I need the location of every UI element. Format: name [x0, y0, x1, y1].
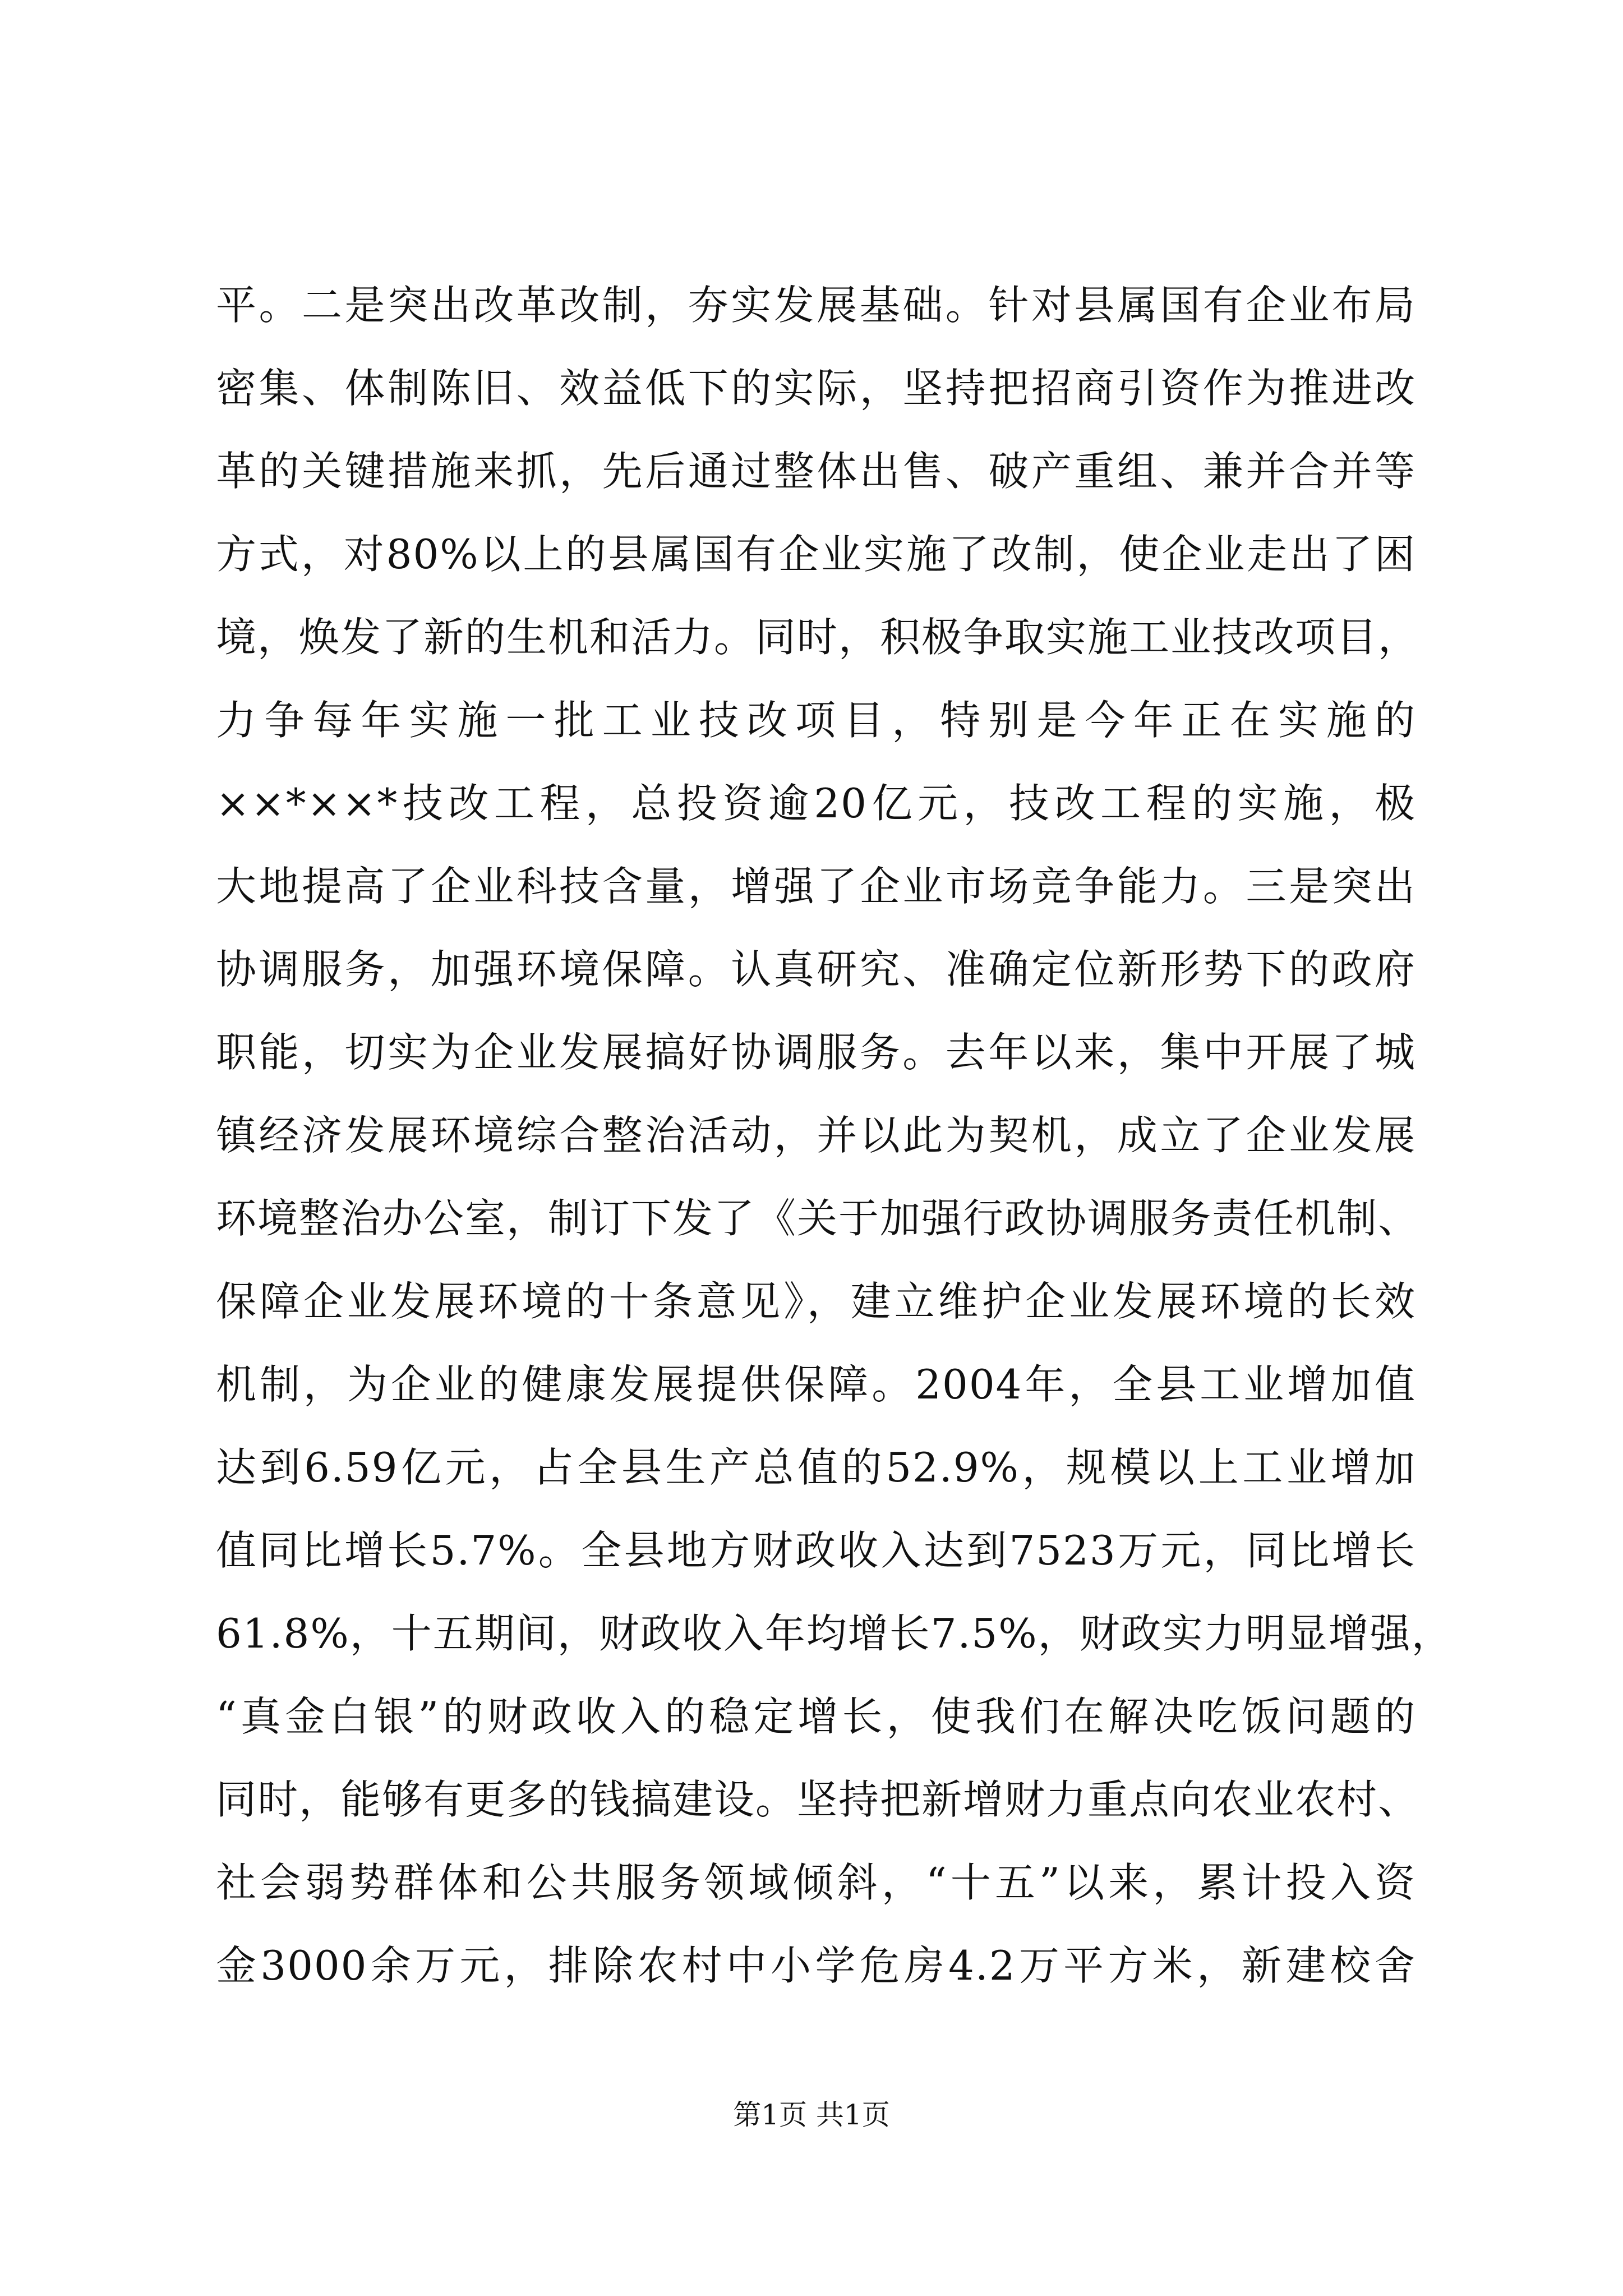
- text-line: 境，焕发了新的生机和活力。同时，积极争取实施工业技改项目，: [216, 614, 1420, 661]
- text-line: 社会弱势群体和公共服务领域倾斜，“十五”以来，累计投入资: [216, 1859, 1416, 1906]
- text-line: 环境整治办公室，制订下发了《关于加强行政协调服务责任机制、: [216, 1195, 1420, 1242]
- text-line: 平。二是突出改革改制，夯实发展基础。针对县属国有企业布局: [216, 282, 1416, 329]
- text-line: 同时，能够有更多的钱搞建设。坚持把新增财力重点向农业农村、: [216, 1776, 1420, 1823]
- text-line: 力争每年实施一批工业技改项目，特别是今年正在实施的: [216, 697, 1416, 744]
- text-line: 保障企业发展环境的十条意见》，建立维护企业发展环境的长效: [216, 1278, 1416, 1325]
- body-text: [216, 264, 1453, 2007]
- text-line: 61.8%，十五期间，财政收入年均增长7.5%，财政实力明显增强，: [216, 1610, 1453, 1657]
- text-line: 金3000余万元，排除农村中小学危房4.2万平方米，新建校舍: [216, 1942, 1416, 1989]
- text-line: 值同比增长5.7%。全县地方财政收入达到7523万元，同比增长: [216, 1527, 1416, 1574]
- text-line: 镇经济发展环境综合整治活动，并以此为契机，成立了企业发展: [216, 1112, 1416, 1159]
- text-line: “真金白银”的财政收入的稳定增长，使我们在解决吃饭问题的: [216, 1693, 1416, 1740]
- page-footer: 第1页 共1页: [733, 2099, 890, 2131]
- text-line: 职能，切实为企业发展搞好协调服务。去年以来，集中开展了城: [216, 1029, 1416, 1076]
- text-line: ××*××*技改工程，总投资逾20亿元，技改工程的实施，极: [216, 780, 1416, 827]
- text-line: 革的关键措施来抓，先后通过整体出售、破产重组、兼并合并等: [216, 448, 1416, 495]
- text-line: 达到6.59亿元，占全县生产总值的52.9%，规模以上工业增加: [216, 1444, 1416, 1491]
- text-line: 密集、体制陈旧、效益低下的实际，坚持把招商引资作为推进改: [216, 365, 1416, 412]
- text-line: 机制，为企业的健康发展提供保障。2004年，全县工业增加值: [216, 1361, 1416, 1408]
- text-line: 协调服务，加强环境保障。认真研究、准确定位新形势下的政府: [216, 946, 1416, 993]
- text-line: 方式，对80%以上的县属国有企业实施了改制，使企业走出了困: [216, 531, 1416, 578]
- text-line: 大地提高了企业科技含量，增强了企业市场竞争能力。三是突出: [216, 863, 1416, 910]
